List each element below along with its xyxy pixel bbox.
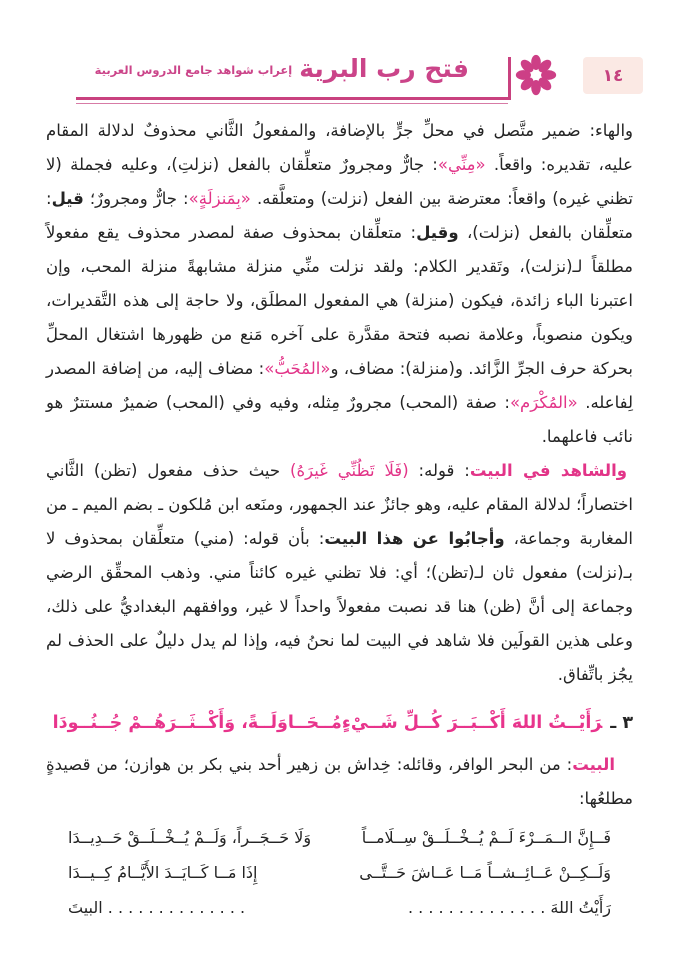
paragraph-shahid [46,454,633,692]
highlighted-term-almukram: «المُكْرَم» [509,393,578,412]
rosette-ornament-icon [515,54,557,96]
page-number: ١٤ [602,65,624,86]
header-rule-riser [508,57,511,100]
book-title [95,56,469,81]
verse-number: ٣ ـ [610,713,633,733]
body-text: والهاء: ضمير متَّصل في محلِّ جرٍّ بالإضافة، والمفعولُ الثَّاني محذوفٌ لدلالة المقام عليه، تقديره: واقعاً. [46,121,633,174]
poem-row [68,855,611,890]
book-title-subtitle: إعراب شواهد جامع الدروس العربية [94,63,293,78]
body-text: : بأن قوله: (مني) متعلِّقان بمحذوف لا بـ(نزلت) مفعول ثان لـ(تظن)؛ أي: فلا تظني غيره كائناً مني. وذهب المحقِّق الرضي وجماعة إلى أنَّ (ظن) هنا قد نصبت مفعولاً واحداً لا غير، ووافقهم البغداديُّ على ذلك، وعلى هذين القولَين فلا شاهد في البيت لما نحنُ فيه، وإذا لم يدل دليلٌ على الحذف لم يجُز باتِّفاق. [46,529,633,684]
body-text: : صفة (المحب) مجرورٌ مِثله، وفيه وفي (المحب) ضميرٌ مستترٌ هو نائب فاعلهما. [46,393,633,446]
body-text: : قوله: [408,461,470,480]
header-rule-thick [76,97,508,100]
shahid-heading: والشاهد في البيت [469,461,627,480]
poem-sadr: فَــإِنَّ الــمَــرْءَ لَــمْ يُــخْــلَــقْ سِــلَامــاً [361,828,611,847]
verse-first-hemistich [342,706,633,740]
paragraph-bayt-info [46,748,633,816]
header-rule-thin [76,103,508,104]
poem-row [68,890,611,925]
poem-sadr: وَلَــكِــنْ عَــائِــشــاً مَــا عَــاشَ حَــتَّــى [359,863,611,882]
poem-sadr: رَأَيْتُ اللهَ . . . . . . . . . . . . . . [407,898,611,917]
highlighted-term-almuhab: «المُحَبُّ» [264,359,331,378]
body-text: : جارٌّ ومجرورٌ؛ [83,189,189,208]
highlighted-term-bimanzila: «بِمَنزلَةٍ» [188,189,251,208]
bold-term-qila: قيل [51,189,84,208]
bold-phrase-ajabu: وأجابُوا عن هذا البيت [324,529,505,548]
bayt-label: البيت [572,755,615,774]
body-text: : متعلِّقان بالفعل (نزلت)، [46,189,634,242]
numbered-verse [46,706,633,740]
poem-ajz: . . . . . . . . . . . . . . البيتَ [68,898,246,917]
highlighted-term-minni: «مِنِّي» [437,155,486,174]
body-text: : جارٌّ ومجرورٌ متعلِّقان بالفعل (نزلتِ)، وعليه فجملة (لا تظني غيره) واقعاً: معترضة بين الفعل (نزلت) ومتعلَّقه. [46,155,634,208]
body-text: حيث حذف مفعول (تظن) الثَّاني اختصاراً؛ لدلالة المقام عليه، وهو جائزٌ عند الجمهور، ومنَعه ابن مُلكون ـ بضم الميم ـ من المغاربة وجماعة، [45,461,633,548]
verse-sadr: رَأَيْــتُ اللهَ أَكْــبَــرَ كُــلِّ شَــيْءٍ [341,713,603,733]
page-body [46,114,633,925]
highlighted-quote: (فَلَا تَظُنِّي غَيرَهُ) [290,461,409,480]
bold-term-waqila: وقيل [416,223,459,242]
poem-block [46,820,633,925]
paragraph-irab [46,114,633,454]
poem-ajz: إِذَا مَــا كَــايَــدَ الأَيَّــامُ كِــيــدَا [68,863,258,882]
verse-second-hemistich: مُــحَــاوَلَــةً، وَأَكْــثَــرَهُــمْ جُــنُــودَا [52,713,342,733]
body-text: : من البحر الوافر، وقائله: خِداش بن زهير أحد بني بكر بن هوازن؛ من قصيدةٍ مطلعُها: [46,755,633,808]
book-title-main: فتح رب البرية [299,54,469,83]
poem-row [68,820,611,855]
page-number-badge [583,57,643,94]
body-text: : مضاف إليه، من إضافة المصدر لِفاعله. [46,359,634,412]
poem-ajz: وَلَا حَــجَــراً، وَلَــمْ يُــخْــلَــقْ حَــدِيــدَا [68,828,312,847]
page-header [0,0,679,112]
body-text: : متعلِّقان بمحذوف صفة لمصدر محذوف يقع مفعولاً مطلقاً لـ(نزلت)، وتَقدير الكلام: ولقد نزلت منِّي منزلة مشابهةً منزلة المحب، وإن اعتبرنا الباء زائدة، فيكون (منزلة) هي المفعول المطلَق، ولا حاجة إلى هذه التَّقديرات، ويكون منصوباً، وعلامة نصبه فتحة مقدَّرة على آخره مَنع من ظهورها اشتغال المحلِّ بحركة حرف الجرِّ الزَّائد. و(منزلة): مضاف، و [46,223,634,378]
